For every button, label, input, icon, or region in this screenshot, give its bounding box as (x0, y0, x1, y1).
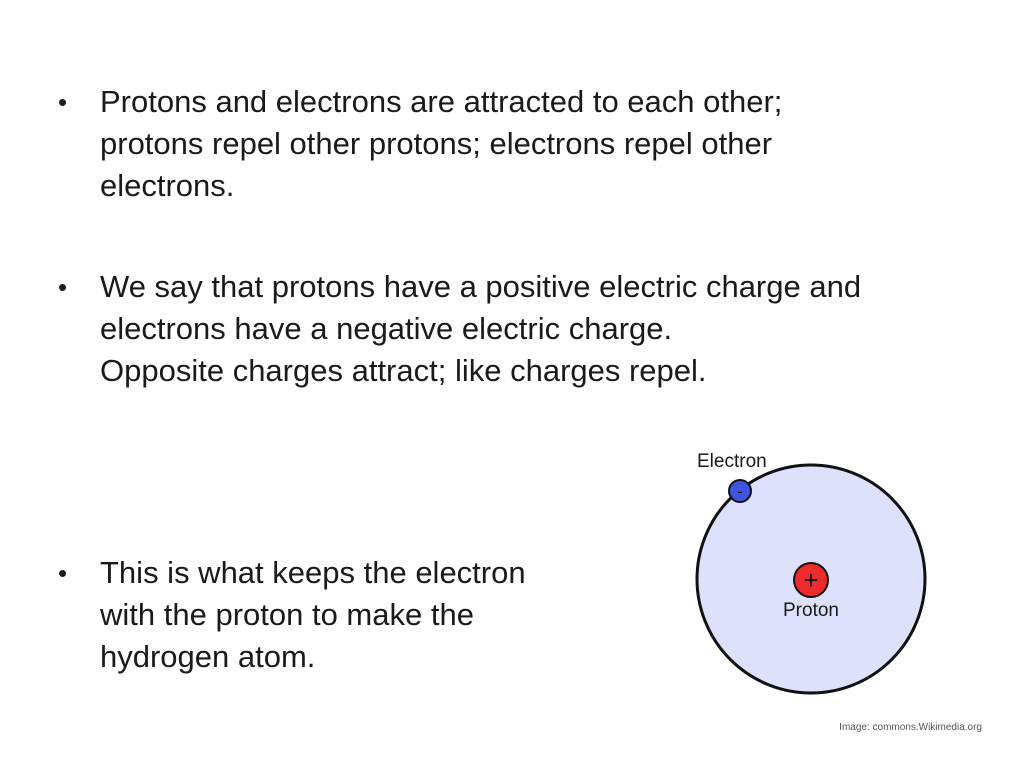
bullet-glyph: • (58, 272, 68, 302)
hydrogen-atom-diagram (680, 440, 940, 702)
bullet-glyph: • (58, 558, 68, 588)
proton-sign: + (803, 565, 819, 595)
electron-label: Electron (697, 451, 767, 472)
bullet-glyph: • (58, 87, 68, 117)
bullet-text: This is what keeps the electron with the proton to make the hydrogen atom. (100, 555, 526, 674)
bullet-text: Protons and electrons are attracted to each other; protons repel other protons; electrons repel other electrons. (100, 84, 783, 203)
bullet-item (58, 552, 638, 678)
bullet-item (58, 266, 998, 392)
proton-label: Proton (783, 600, 839, 621)
electron-sign: - (737, 482, 743, 501)
image-credit: Image: commons.Wikimedia.org (839, 722, 982, 733)
bullet-text: We say that protons have a positive electric charge and electrons have a negative electric charge. Opposite charges attract; like charges repel. (100, 269, 862, 388)
bullet-item (58, 81, 958, 207)
